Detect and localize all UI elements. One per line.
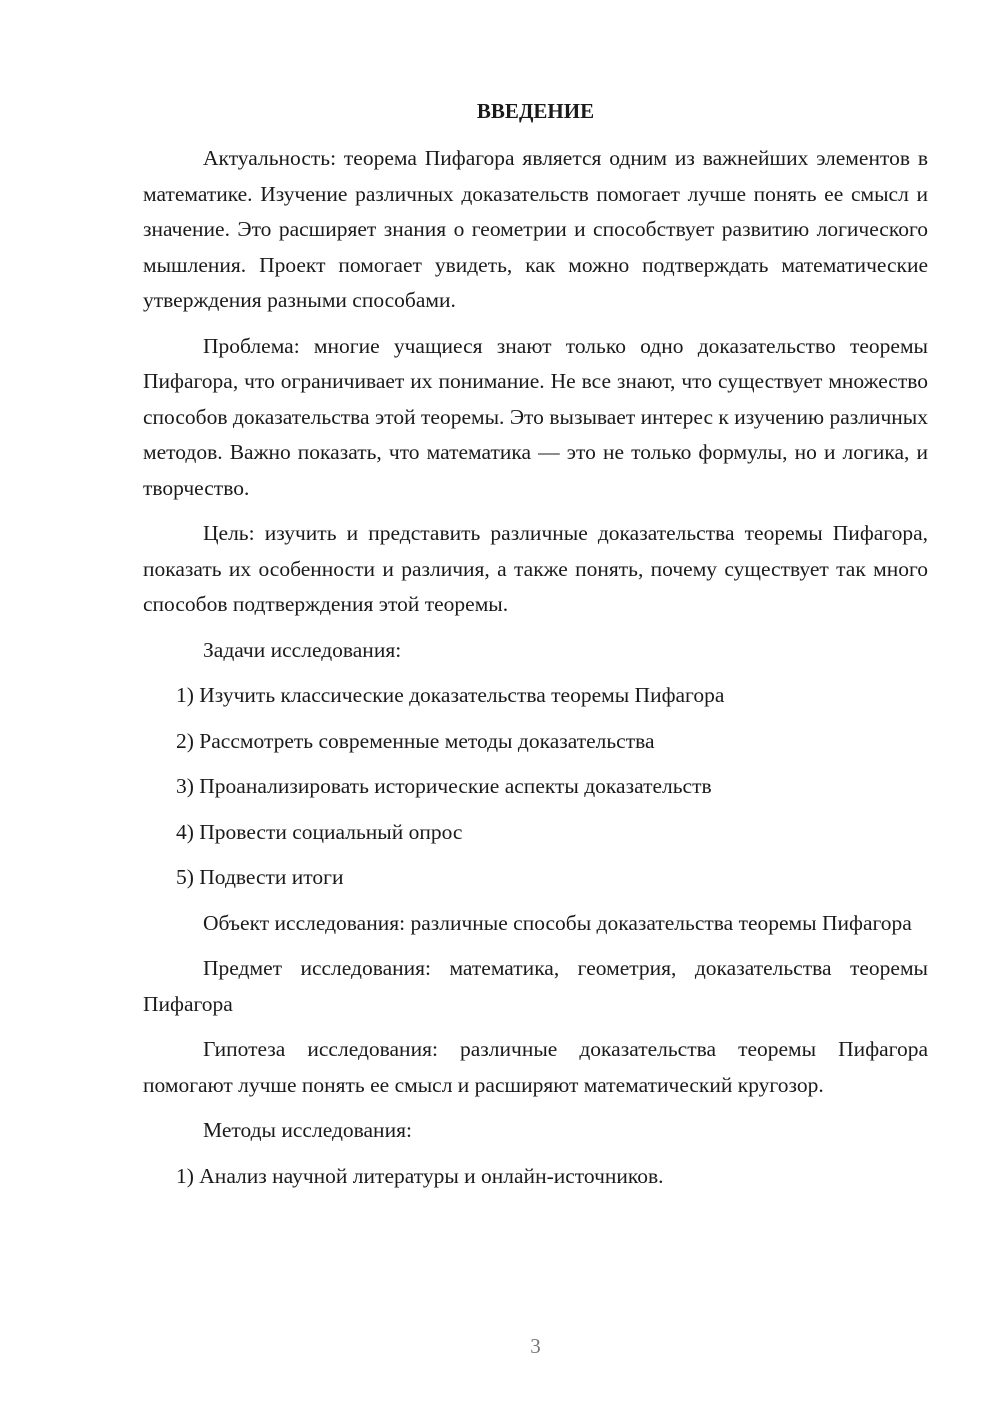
task-item: 2) Рассмотреть современные методы доказательства: [176, 728, 655, 753]
task-item: 3) Проанализировать исторические аспекты доказательств: [176, 774, 712, 798]
subject-paragraph: Предмет исследования: математика, геометрия, доказательства теоремы Пифагора: [143, 956, 928, 1016]
task-item: 5) Подвести итоги: [176, 865, 344, 889]
methods-heading: Методы исследования:: [203, 1118, 412, 1142]
section-title: ВВЕДЕНИЕ: [476, 99, 595, 123]
document-page: [143, 0, 928, 1414]
task-item: 4) Провести социальный опрос: [176, 819, 463, 844]
relevance-paragraph: Актуальность: теорема Пифагора является одним из важнейших элементов в математике. Изучение различных доказательств помогает лучше понять ее смысл и значение. Это расширяет знания о геометрии и способствует развитию логического мышления. Проект помогает увидеть, как можно подтверждать математические утверждения разными способами.: [143, 146, 928, 312]
hypothesis-paragraph: Гипотеза исследования: различные доказательства теоремы Пифагора помогают лучше понять ее смысл и расширяют математический кругозор.: [143, 1037, 928, 1097]
document-body: [143, 141, 928, 1204]
object-paragraph: Объект исследования: различные способы доказательства теоремы Пифагора: [203, 910, 912, 935]
page-number: 3: [530, 1334, 541, 1358]
tasks-heading: Задачи исследования:: [203, 637, 402, 662]
task-item: 1) Изучить классические доказательства теоремы Пифагора: [176, 683, 725, 707]
goal-paragraph: Цель: изучить и представить различные доказательства теоремы Пифагора, показать их особенности и различия, а также понять, почему существует так много способов подтверждения этой теоремы.: [143, 521, 928, 616]
problem-paragraph: Проблема: многие учащиеся знают только одно доказательство теоремы Пифагора, что ограничивает их понимание. Не все знают, что существует множество способов доказательства этой теоремы. Это вызывает интерес к изучению различных методов. Важно показать, что математика — это не только формулы, но и логика, и творчество.: [143, 333, 928, 500]
method-item: 1) Анализ научной литературы и онлайн-источников.: [176, 1163, 664, 1188]
